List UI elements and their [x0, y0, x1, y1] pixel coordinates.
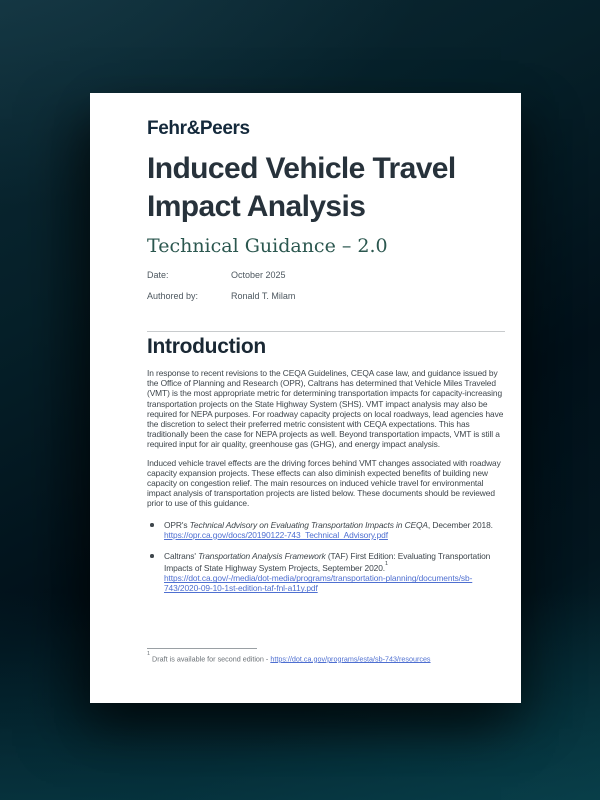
- footnote-divider: [147, 648, 257, 649]
- footnote-link[interactable]: https://dot.ca.gov/programs/esta/sb-743/resources: [270, 654, 431, 663]
- footnote-block: [147, 648, 505, 663]
- document-page: [90, 93, 521, 703]
- date-label: Date:: [147, 270, 169, 280]
- meta-row-author: [147, 291, 505, 301]
- footnote-marker: 1: [147, 651, 151, 658]
- section-divider: [147, 331, 505, 332]
- reference-item-caltrans: [147, 551, 505, 594]
- ref-text-prefix: Caltrans': [164, 551, 199, 562]
- ref-title-italic: Technical Advisory on Evaluating Transportation Impacts in CEQA: [189, 519, 428, 530]
- intro-paragraph-1: In response to recent revisions to the CEQA Guidelines, CEQA case law, and guidance issued by the Office of Planning and Research (OPR), Caltrans has determined that Vehicle Miles Traveled (VMT) is the most appropriate metric for determining transportation impacts for capacity-increasing transportation projects on the State Highway System (SHS). VMT impact analysis may also be required for NEPA purposes. For roadway capacity projects on local roadways, lead agencies have the discretion to select their preferred metric consistent with CEQA expectations. This has traditionally been the case for NEPA projects as well. Beyond transportation impacts, VMT is still a required input for air quality, greenhouse gas (GHG), and energy impact analysis.: [147, 368, 504, 450]
- footnote-body: Draft is available for second edition -: [150, 654, 271, 663]
- ref-title-italic: Transportation Analysis Framework: [198, 551, 326, 562]
- caltrans-taf-link[interactable]: https://dot.ca.gov/-/media/dot-media/programs/transportation-planning/documents/sb-743/2020-09-10-1st-edition-taf-fnl-a11y.pdf: [164, 573, 473, 594]
- meta-row-date: [147, 270, 505, 280]
- page-title-line2: Impact Analysis: [147, 190, 366, 223]
- author-value: Ronald T. Milam: [231, 291, 296, 301]
- document-subtitle: Technical Guidance – 2.0: [147, 235, 388, 257]
- opr-advisory-link[interactable]: https://opr.ca.gov/docs/20190122-743_Technical_Advisory.pdf: [164, 529, 388, 540]
- page-title: [147, 150, 505, 226]
- reference-item-opr: [147, 520, 505, 540]
- intro-heading: Introduction: [147, 335, 266, 358]
- page-title-line1: Induced Vehicle Travel: [147, 152, 456, 185]
- footnote-text: [147, 653, 505, 663]
- fehr-peers-logo: Fehr&Peers: [147, 118, 250, 139]
- reference-list: [147, 520, 505, 594]
- ref-text-suffix: , December 2018.: [427, 519, 493, 530]
- intro-paragraph-2: Induced vehicle travel effects are the driving forces behind VMT changes associated with roadway capacity expansion projects. These effects can also diminish expected benefits of building new capacity on congestion relief. The main resources on induced vehicle travel for environmental impact analysis of transportation projects are listed below. These documents should be reviewed prior to use of this guidance.: [147, 457, 501, 509]
- document-meta: [147, 270, 505, 301]
- date-value: October 2025: [231, 270, 286, 280]
- ref-text-suffix: (TAF) First Edition: Evaluating Transportation Impacts of State Highway System Projects, September 2020.: [164, 551, 491, 574]
- author-label: Authored by:: [147, 291, 199, 301]
- ref-text-prefix: OPR's: [164, 519, 190, 530]
- footnote-reference-mark: 1: [385, 560, 388, 567]
